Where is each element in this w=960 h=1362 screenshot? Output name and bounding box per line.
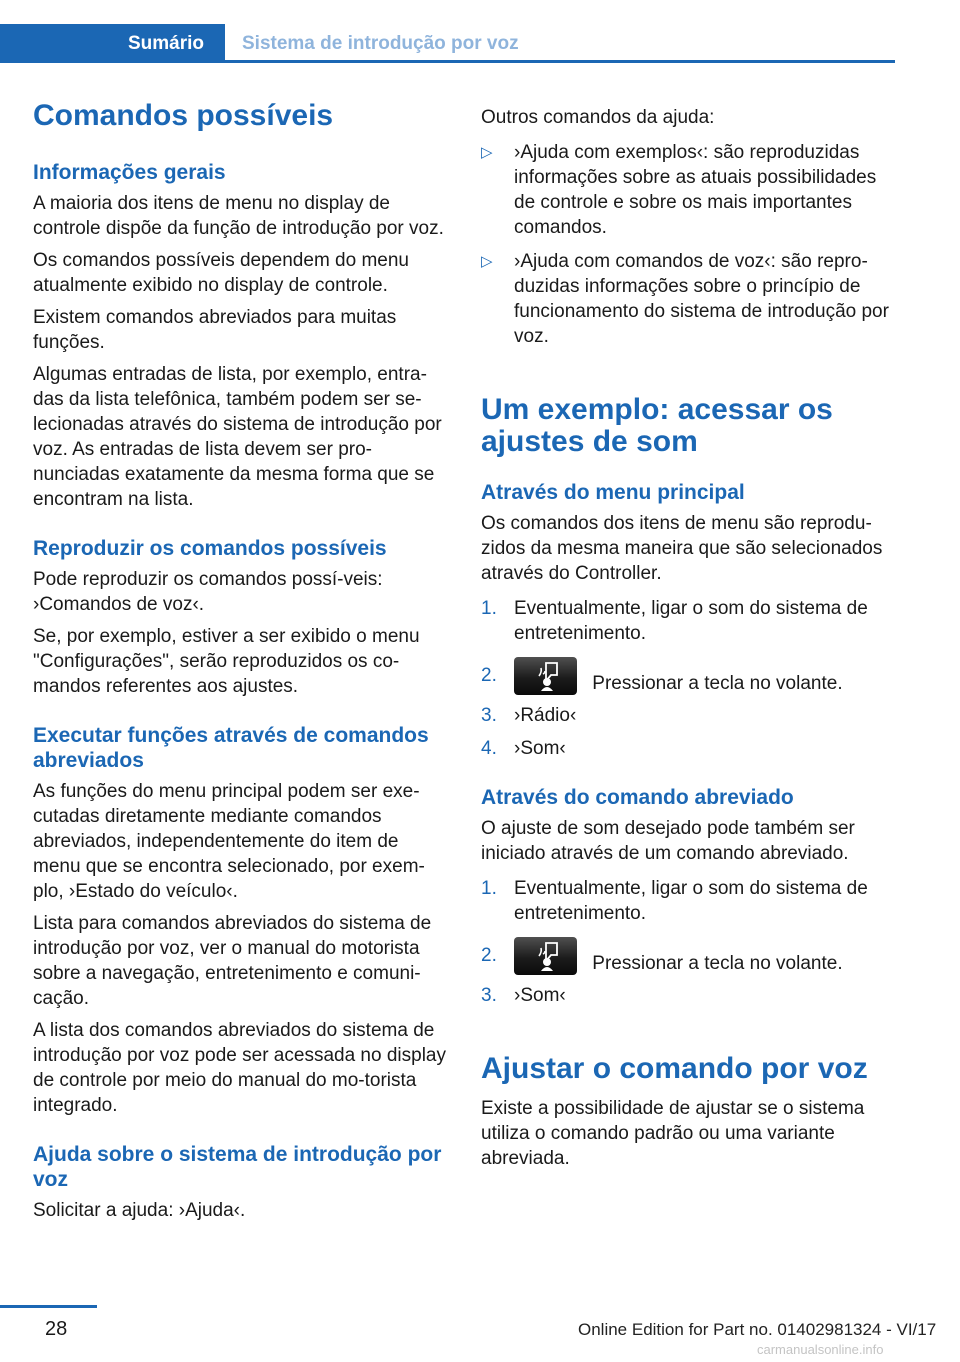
step-number: 1. <box>481 598 497 619</box>
step-item <box>481 596 897 646</box>
heading-comandos-possiveis: Comandos possíveis <box>33 99 334 132</box>
step-item <box>481 657 897 695</box>
step-number: 4. <box>481 738 497 759</box>
heading-reproduzir-comandos: Reproduzir os comandos possíveis <box>33 537 387 560</box>
step-item <box>481 937 897 975</box>
left-column <box>33 100 448 1223</box>
step-item <box>481 703 897 728</box>
heading-um-exemplo: Um exemplo: acessar os ajustes de som <box>481 393 833 458</box>
step-number: 3. <box>481 985 497 1006</box>
heading-ajuda-sistema: Ajuda sobre o sistema de introdução por voz <box>33 1143 442 1191</box>
paragraph: A lista dos comandos abreviados do sistema de introdução por voz pode ser acessada no display de controle por meio do manual do mo-torista integrado. <box>33 1020 446 1116</box>
bullet-triangle-icon: ▷ <box>481 144 493 161</box>
paragraph: Solicitar a ajuda: ›Ajuda‹. <box>33 1200 246 1221</box>
bullet-text: ›Ajuda com comandos de voz‹: são repro-duzidas informações sobre o princípio de funcionamento do sistema de introdução por voz. <box>514 251 889 347</box>
heading-comando-abreviado: Através do comando abreviado <box>481 786 794 809</box>
step-item <box>481 983 897 1008</box>
step-text: ›Rádio‹ <box>514 705 577 726</box>
paragraph: Existe a possibilidade de ajustar se o sistema utiliza o comando padrão ou uma variante abreviada. <box>481 1098 865 1169</box>
paragraph: A maioria dos itens de menu no display de controle dispõe da função de introdução por voz. <box>33 193 444 239</box>
paragraph: Pode reproduzir os comandos possí-veis: ›Comandos de voz‹. <box>33 569 383 615</box>
paragraph: Outros comandos da ajuda: <box>481 107 715 128</box>
step-number: 2. <box>481 665 497 686</box>
heading-executar-funcoes: Executar funções através de comandos abreviados <box>33 724 429 772</box>
footer-rule <box>0 1305 97 1308</box>
step-number: 3. <box>481 705 497 726</box>
tab-summary[interactable]: Sumário <box>0 24 225 63</box>
step-number: 1. <box>481 878 497 899</box>
step-item <box>481 876 897 926</box>
step-text: Eventualmente, ligar o som do sistema de entretenimento. <box>514 598 868 644</box>
step-text: ›Som‹ <box>514 985 566 1006</box>
step-item <box>481 736 897 761</box>
paragraph: Existem comandos abreviados para muitas funções. <box>33 307 397 353</box>
watermark: carmanualsonline.info <box>757 1342 884 1357</box>
bullet-text: ›Ajuda com exemplos‹: são reproduzidas informações sobre as atuais possibilidades de controle e sobre os mais importantes comandos. <box>514 142 877 238</box>
bullet-triangle-icon: ▷ <box>481 253 493 270</box>
step-number: 2. <box>481 945 497 966</box>
paragraph: Se, por exemplo, estiver a ser exibido o menu "Configurações", serão reproduzidos os co-mandos referentes aos ajustes. <box>33 626 420 697</box>
step-text: ›Som‹ <box>514 738 566 759</box>
page-number: 28 <box>45 1318 68 1340</box>
heading-ajustar-comando: Ajustar o comando por voz <box>481 1052 868 1085</box>
voice-command-button-icon <box>514 937 577 975</box>
heading-menu-principal: Através do menu principal <box>481 481 745 504</box>
bullet-item <box>481 140 897 240</box>
voice-command-button-icon <box>514 657 577 695</box>
tab-section-title[interactable]: Sistema de introdução por voz <box>242 33 519 54</box>
right-column <box>481 100 897 1171</box>
step-text: Pressionar a tecla no volante. <box>592 673 843 694</box>
paragraph: As funções do menu principal podem ser exe-cutadas diretamente mediante comandos abreviados, independentemente do item de menu que se encontra selecionado, por exem-plo, ›Estado do veículo‹. <box>33 781 425 902</box>
heading-informacoes-gerais: Informações gerais <box>33 161 226 184</box>
paragraph: Algumas entradas de lista, por exemplo, entra-das da lista telefônica, também podem ser se-lecionadas através do sistema de introdução por voz. As entradas de lista devem ser pro-nunciadas exatamente da mesma forma que se encontram na lista. <box>33 364 442 510</box>
paragraph: Lista para comandos abreviados do sistema de introdução por voz, ver o manual do motorista sobre a navegação, entretenimento e comuni-cação. <box>33 913 432 1009</box>
paragraph: O ajuste de som desejado pode também ser iniciado através de um comando abreviado. <box>481 818 855 864</box>
paragraph: Os comandos possíveis dependem do menu atualmente exibido no display de controle. <box>33 250 409 296</box>
step-text: Eventualmente, ligar o som do sistema de entretenimento. <box>514 878 868 924</box>
paragraph: Os comandos dos itens de menu são reprodu-zidos da mesma maneira que são selecionados através do Controller. <box>481 513 883 584</box>
step-text: Pressionar a tecla no volante. <box>592 953 843 974</box>
bullet-item <box>481 249 897 349</box>
edition-note: Online Edition for Part no. 01402981324 - VI/17 <box>578 1320 937 1339</box>
